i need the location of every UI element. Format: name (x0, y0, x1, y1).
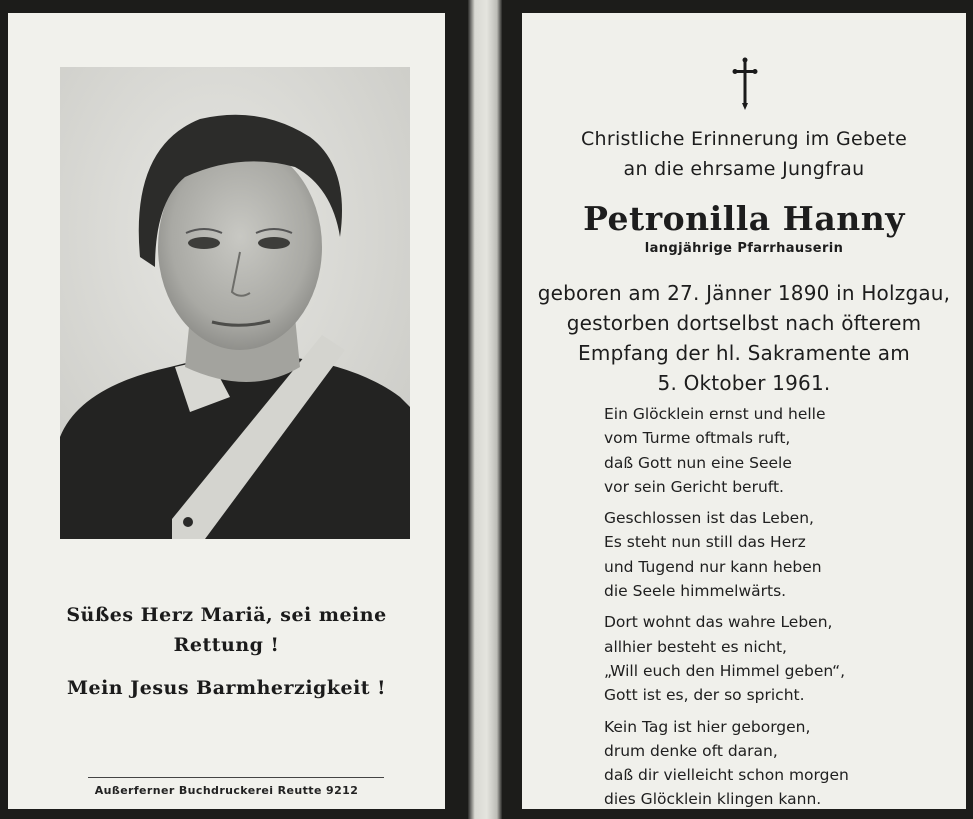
portrait-photo (60, 67, 410, 539)
death-date-line: 5. Oktober 1961. (657, 371, 831, 395)
cross-icon (732, 57, 758, 111)
deceased-name: Petronilla Hanny (583, 199, 905, 238)
poem-verse: Es steht nun still das Herz (604, 533, 806, 552)
card-gutter (468, 0, 502, 819)
memorial-card-right (522, 13, 966, 809)
poem-verse: daß dir vielleicht schon morgen (604, 766, 849, 785)
poem-stanza-4 (604, 715, 944, 812)
poem-verse: vor sein Gericht beruft. (604, 477, 784, 496)
poem-stanza-3 (604, 610, 944, 707)
deceased-role: langjährige Pfarrhauserin (644, 241, 844, 256)
poem-verse: Gott ist es, der so spricht. (604, 686, 805, 705)
poem-verse: die Seele himmelwärts. (604, 582, 787, 601)
birth-line: geboren am 27. Jänner 1890 in Holzgau, (537, 281, 951, 305)
intro-line-2: an die ehrsame Jungfrau (623, 158, 865, 180)
intro-line-1: Christliche Erinnerung im Gebete (580, 128, 908, 150)
prayer-line-2: Rettung ! (173, 634, 280, 656)
portrait-image (60, 67, 410, 539)
poem (604, 402, 944, 819)
poem-verse: Dort wohnt das wahre Leben, (604, 613, 833, 632)
poem-verse: daß Gott nun eine Seele (604, 453, 792, 472)
printer-imprint: Außerferner Buchdruckerei Reutte 9212 (94, 784, 359, 797)
poem-verse: vom Turme oftmals ruft, (604, 429, 791, 448)
poem-verse: „Will euch den Himmel geben“, (604, 661, 846, 680)
poem-verse: und Tugend nur kann heben (604, 557, 822, 576)
death-line-1: gestorben dortselbst nach öfterem (566, 311, 922, 335)
poem-stanza-1 (604, 402, 944, 499)
poem-verse: Kein Tag ist hier geborgen, (604, 717, 811, 736)
poem-verse: drum denke oft daran, (604, 741, 778, 760)
poem-stanza-2 (604, 506, 944, 603)
memorial-card-left (8, 13, 445, 809)
prayer-line-3: Mein Jesus Barmherzigkeit ! (66, 677, 387, 699)
death-line-2: Empfang der hl. Sakramente am (578, 341, 910, 365)
poem-verse: dies Glöcklein klingen kann. (604, 790, 822, 809)
poem-verse: Ein Glöcklein ernst und helle (604, 405, 826, 423)
divider (88, 777, 384, 778)
poem-verse: allhier besteht es nicht, (604, 637, 787, 656)
poem-verse: Geschlossen ist das Leben, (604, 509, 814, 528)
prayer-line-1: Süßes Herz Mariä, sei meine (66, 604, 387, 626)
